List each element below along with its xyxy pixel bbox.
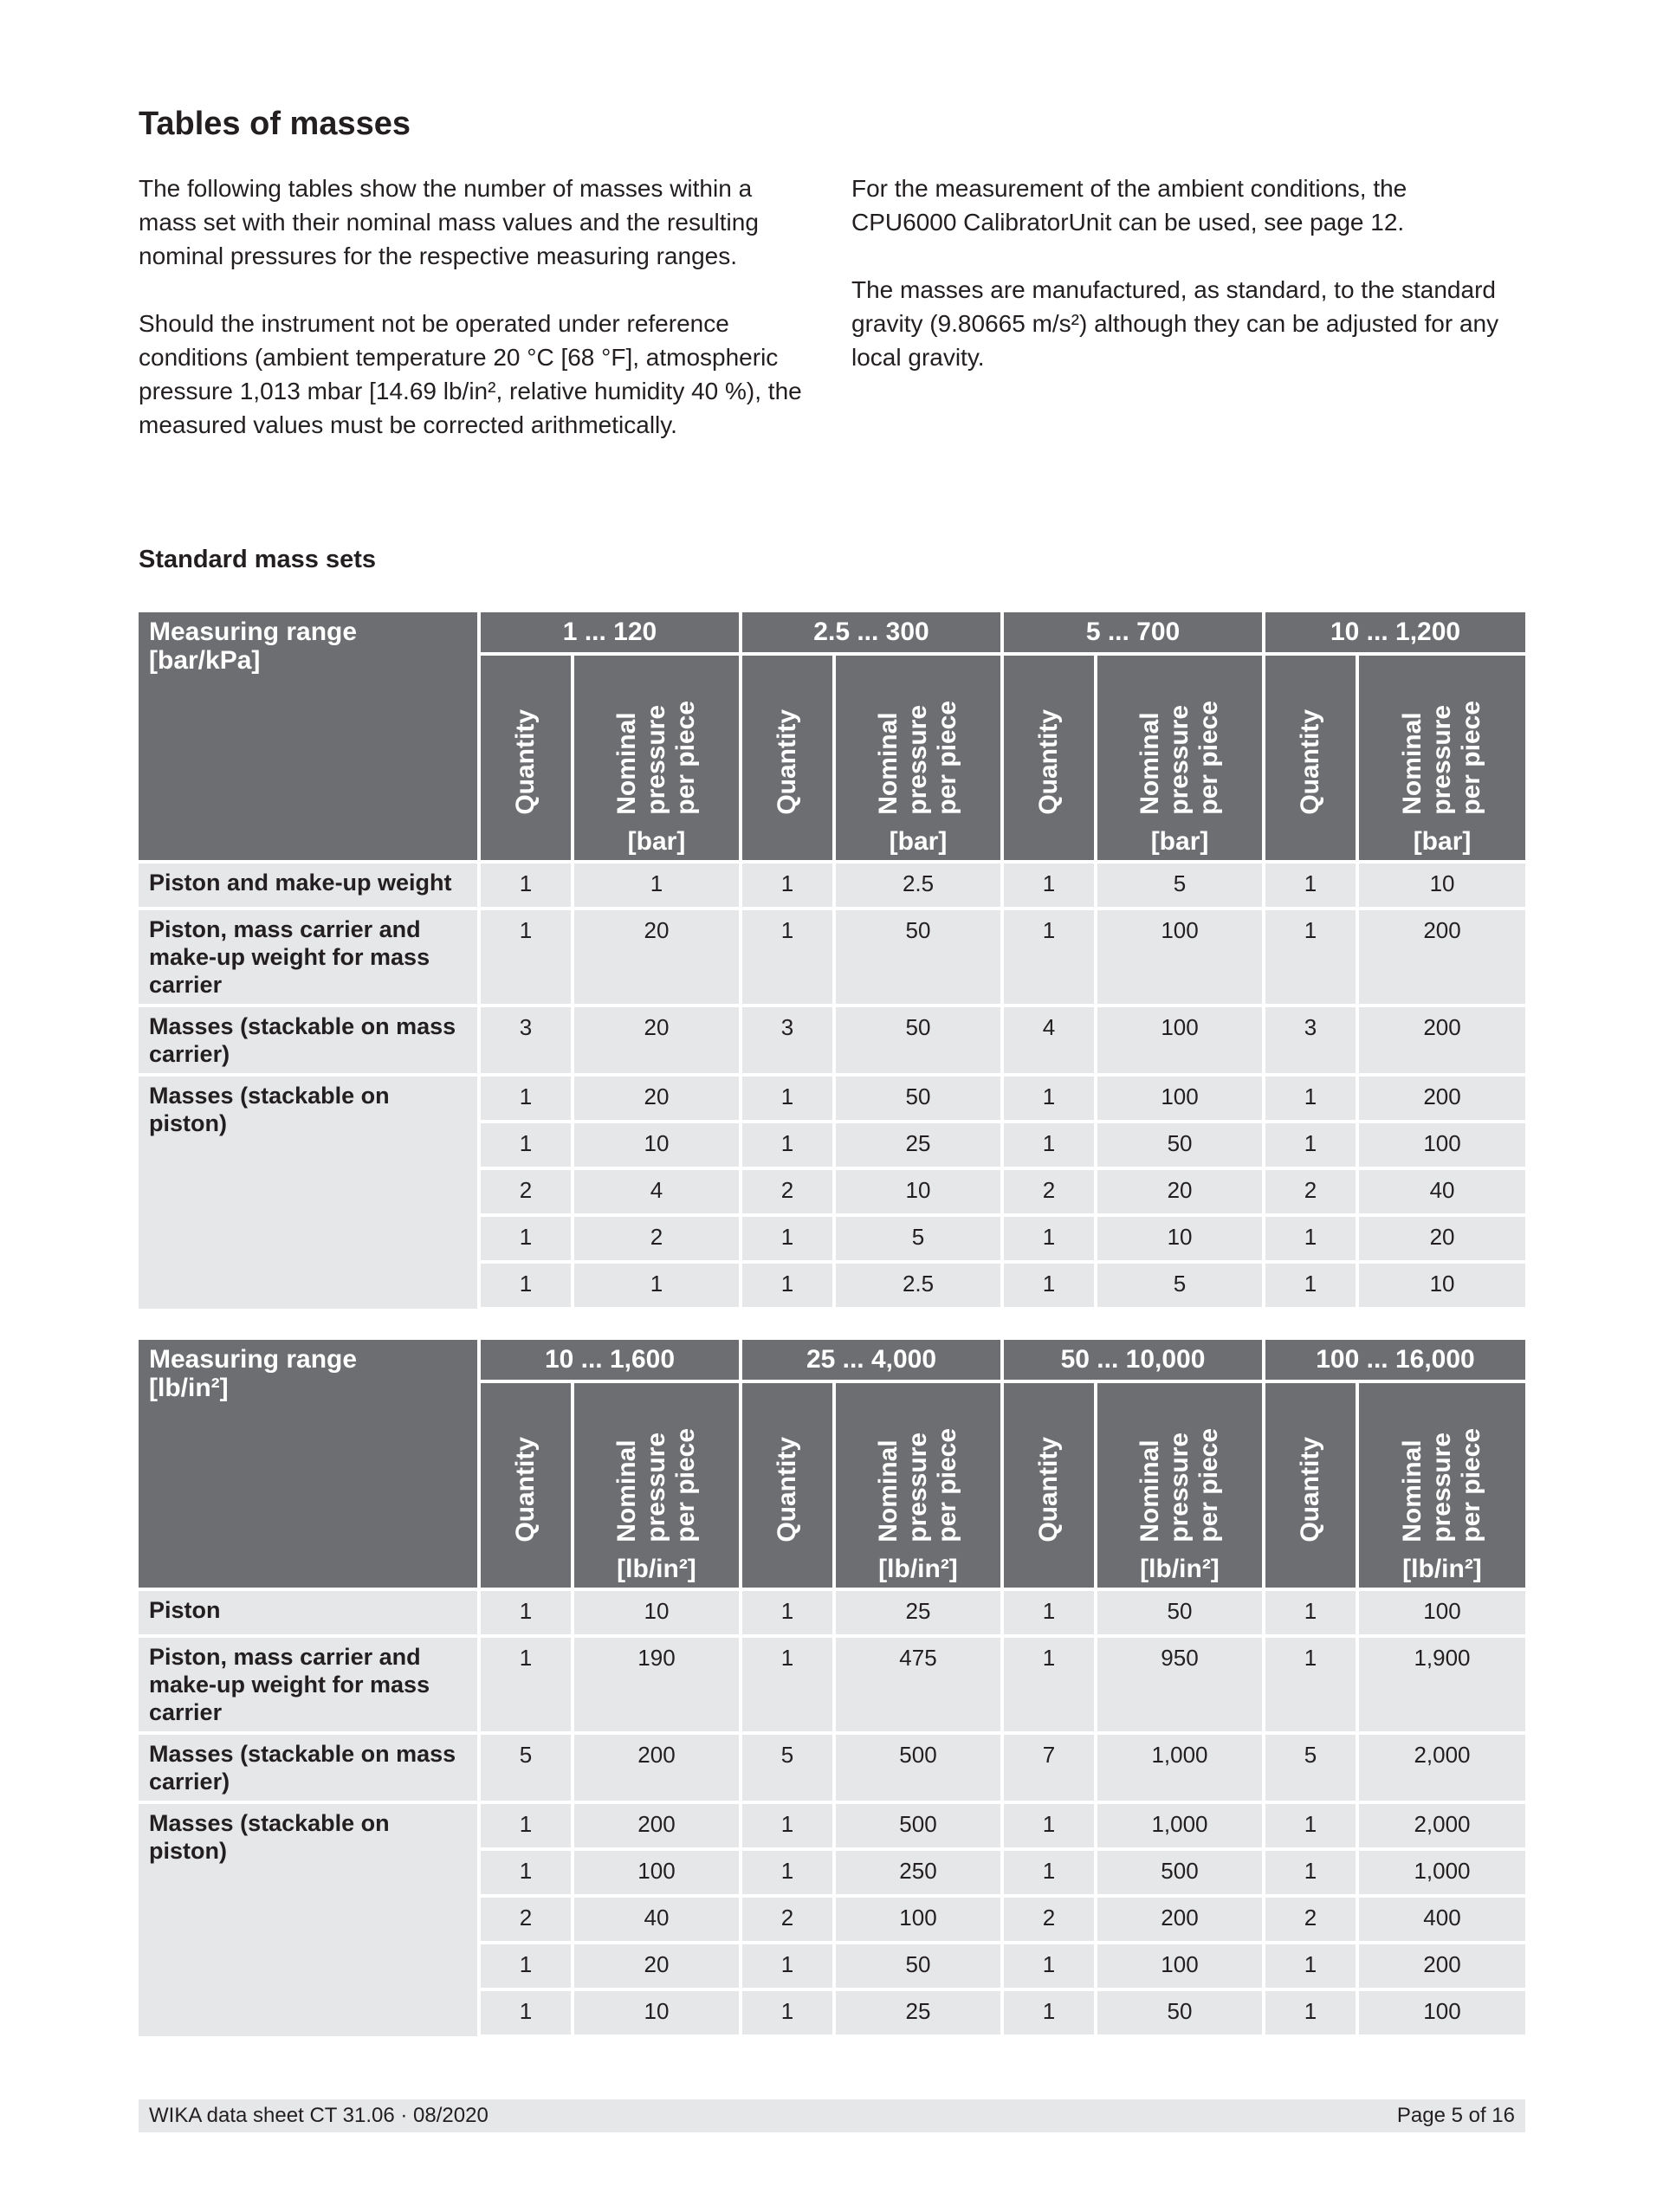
quantity-header <box>741 1381 834 1589</box>
pressure-cell: 200 <box>573 1802 741 1849</box>
nominal-pressure-label: Nominal pressure per piece <box>1398 1428 1485 1543</box>
quantity-cell: 1 <box>1002 1122 1096 1168</box>
quantity-cell: 1 <box>1002 1849 1096 1896</box>
range-header-row <box>139 1340 1525 1381</box>
pressure-cell: 50 <box>1096 1589 1264 1636</box>
quantity-cell: 1 <box>1264 1802 1357 1849</box>
quantity-cell: 1 <box>1264 1589 1357 1636</box>
pressure-cell: 100 <box>1357 1122 1525 1168</box>
quantity-label: Quantity <box>1034 709 1064 815</box>
intro-left-column <box>139 171 806 475</box>
pressure-cell: 2.5 <box>834 1262 1002 1309</box>
nominal-pressure-label: Nominal pressure per piece <box>612 701 700 815</box>
row-label: Piston <box>139 1589 479 1636</box>
range-header: 10 ... 1,600 <box>479 1340 741 1381</box>
quantity-cell: 1 <box>479 909 573 1006</box>
nominal-pressure-header <box>1357 1381 1525 1589</box>
pressure-cell: 250 <box>834 1849 1002 1896</box>
unit-label: [lb/in²] <box>878 1555 958 1583</box>
row-label: Piston, mass carrier and make-up weight for mass carrier <box>139 909 479 1006</box>
quantity-cell: 1 <box>479 862 573 909</box>
pressure-cell: 25 <box>834 1122 1002 1168</box>
pressure-cell: 100 <box>1096 1943 1264 1989</box>
table-row <box>139 862 1525 909</box>
pressure-cell: 10 <box>834 1168 1002 1215</box>
quantity-cell: 1 <box>1002 1943 1096 1989</box>
intro-paragraph-2: Should the instrument not be operated under reference conditions (ambient temperature 20 °C [68 °F], atmospheric pressure 1,013 mbar [14.69 lb/in², relative humidity 40 %), the measured values must be corrected arithmetically. <box>139 310 802 438</box>
row-label: Piston and make-up weight <box>139 862 479 909</box>
table-row <box>139 909 1525 1006</box>
pressure-cell: 20 <box>1096 1168 1264 1215</box>
row-label: Masses (stackable on piston) <box>139 1075 479 1309</box>
quantity-cell: 3 <box>741 1006 834 1075</box>
pressure-cell: 100 <box>834 1896 1002 1943</box>
nominal-pressure-label: Nominal pressure per piece <box>874 1428 961 1543</box>
nominal-pressure-header <box>834 654 1002 862</box>
quantity-cell: 7 <box>1002 1733 1096 1802</box>
page-title: Tables of masses <box>139 106 411 142</box>
page-footer <box>139 2099 1525 2132</box>
range-header: 25 ... 4,000 <box>741 1340 1002 1381</box>
mass-table-lbin <box>139 1340 1525 2038</box>
pressure-cell: 1,000 <box>1096 1733 1264 1802</box>
quantity-cell: 1 <box>1002 1589 1096 1636</box>
quantity-cell: 1 <box>741 1849 834 1896</box>
quantity-label: Quantity <box>511 709 540 815</box>
quantity-cell: 1 <box>479 1215 573 1262</box>
pressure-cell: 500 <box>834 1733 1002 1802</box>
quantity-cell: 1 <box>741 1802 834 1849</box>
quantity-label: Quantity <box>1034 1437 1063 1543</box>
quantity-cell: 2 <box>1002 1896 1096 1943</box>
pressure-cell: 5 <box>1096 862 1264 909</box>
section-title: Standard mass sets <box>139 546 377 573</box>
pressure-cell: 10 <box>1357 1262 1525 1309</box>
pressure-cell: 10 <box>1357 862 1525 909</box>
pressure-cell: 950 <box>1096 1636 1264 1733</box>
quantity-cell: 2 <box>741 1896 834 1943</box>
quantity-cell: 1 <box>1264 1849 1357 1896</box>
pressure-cell: 50 <box>834 1075 1002 1122</box>
quantity-cell: 1 <box>1264 1943 1357 1989</box>
quantity-cell: 1 <box>1002 862 1096 909</box>
intro-paragraph-4: The masses are manufactured, as standard, to the standard gravity (9.80665 m/s²) although they can be adjusted for any local gravity. <box>851 276 1499 371</box>
quantity-cell: 1 <box>479 1075 573 1122</box>
pressure-cell: 2,000 <box>1357 1733 1525 1802</box>
row-label: Masses (stackable on mass carrier) <box>139 1006 479 1075</box>
quantity-cell: 5 <box>741 1733 834 1802</box>
pressure-cell: 50 <box>1096 1122 1264 1168</box>
pressure-cell: 20 <box>573 1006 741 1075</box>
nominal-pressure-header <box>1357 654 1525 862</box>
quantity-cell: 1 <box>1002 1262 1096 1309</box>
pressure-cell: 200 <box>1357 1943 1525 1989</box>
pressure-cell: 100 <box>573 1849 741 1896</box>
footer-page-number: Page 5 of 16 <box>1396 2104 1515 2127</box>
range-header-row <box>139 612 1525 654</box>
measuring-range-label: Measuring range [bar/kPa] <box>139 612 479 862</box>
quantity-cell: 2 <box>479 1168 573 1215</box>
quantity-cell: 1 <box>479 1943 573 1989</box>
quantity-cell: 2 <box>1002 1168 1096 1215</box>
pressure-cell: 50 <box>834 909 1002 1006</box>
pressure-cell: 400 <box>1357 1896 1525 1943</box>
quantity-cell: 5 <box>1264 1733 1357 1802</box>
nominal-pressure-header <box>573 654 741 862</box>
pressure-cell: 100 <box>1096 1075 1264 1122</box>
pressure-cell: 1 <box>573 862 741 909</box>
quantity-cell: 1 <box>1002 1215 1096 1262</box>
pressure-cell: 200 <box>1357 1006 1525 1075</box>
pressure-cell: 10 <box>1096 1215 1264 1262</box>
nominal-pressure-label: Nominal pressure per piece <box>1136 1428 1223 1543</box>
pressure-cell: 190 <box>573 1636 741 1733</box>
unit-label: [lb/in²] <box>1140 1555 1220 1583</box>
pressure-cell: 100 <box>1096 1006 1264 1075</box>
unit-label: [bar] <box>627 827 686 856</box>
quantity-cell: 1 <box>1264 1636 1357 1733</box>
pressure-cell: 40 <box>573 1896 741 1943</box>
table-row <box>139 1075 1525 1122</box>
intro-paragraph-1: The following tables show the number of masses within a mass set with their nominal mass values and the resulting nominal pressures for the respective measuring ranges. <box>139 175 759 269</box>
quantity-label: Quantity <box>773 709 802 815</box>
quantity-header <box>1264 1381 1357 1589</box>
quantity-cell: 1 <box>479 1849 573 1896</box>
quantity-cell: 1 <box>479 1636 573 1733</box>
quantity-cell: 1 <box>741 1122 834 1168</box>
quantity-cell: 1 <box>1264 1122 1357 1168</box>
row-label: Piston, mass carrier and make-up weight for mass carrier <box>139 1636 479 1733</box>
quantity-header <box>479 1381 573 1589</box>
unit-label: [bar] <box>889 827 948 856</box>
measuring-range-label: Measuring range [lb/in²] <box>139 1340 479 1589</box>
nominal-pressure-header <box>573 1381 741 1589</box>
range-header: 5 ... 700 <box>1002 612 1264 654</box>
quantity-cell: 1 <box>1002 909 1096 1006</box>
quantity-cell: 1 <box>1002 1075 1096 1122</box>
quantity-cell: 1 <box>741 1262 834 1309</box>
row-label: Masses (stackable on piston) <box>139 1802 479 2036</box>
quantity-label: Quantity <box>1296 1437 1324 1543</box>
pressure-cell: 500 <box>834 1802 1002 1849</box>
quantity-cell: 1 <box>1264 1989 1357 2036</box>
quantity-cell: 1 <box>741 1589 834 1636</box>
pressure-cell: 5 <box>834 1215 1002 1262</box>
nominal-pressure-label: Nominal pressure per piece <box>1398 701 1486 815</box>
intro-paragraph-3: For the measurement of the ambient conditions, the CPU6000 CalibratorUnit can be used, see page 12. <box>851 175 1407 236</box>
footer-datasheet: WIKA data sheet CT 31.06 · 08/2020 <box>149 2104 489 2127</box>
nominal-pressure-header <box>1096 654 1264 862</box>
unit-label: [lb/in²] <box>617 1555 696 1583</box>
pressure-cell: 50 <box>834 1943 1002 1989</box>
quantity-cell: 1 <box>1264 1215 1357 1262</box>
quantity-cell: 1 <box>741 909 834 1006</box>
quantity-cell: 3 <box>1264 1006 1357 1075</box>
quantity-cell: 1 <box>741 1215 834 1262</box>
pressure-cell: 25 <box>834 1589 1002 1636</box>
pressure-cell: 20 <box>573 1943 741 1989</box>
table-row <box>139 1589 1525 1636</box>
pressure-cell: 20 <box>1357 1215 1525 1262</box>
quantity-cell: 2 <box>1264 1896 1357 1943</box>
pressure-cell: 475 <box>834 1636 1002 1733</box>
quantity-header <box>479 654 573 862</box>
quantity-cell: 1 <box>1264 1262 1357 1309</box>
nominal-pressure-header <box>834 1381 1002 1589</box>
quantity-header <box>1002 1381 1096 1589</box>
quantity-cell: 1 <box>741 1636 834 1733</box>
quantity-cell: 1 <box>479 1262 573 1309</box>
unit-label: [lb/in²] <box>1402 1555 1482 1583</box>
table-row <box>139 1802 1525 1849</box>
quantity-cell: 1 <box>1002 1802 1096 1849</box>
quantity-cell: 1 <box>741 862 834 909</box>
quantity-cell: 1 <box>1002 1989 1096 2036</box>
pressure-cell: 1 <box>573 1262 741 1309</box>
pressure-cell: 200 <box>573 1733 741 1802</box>
quantity-cell: 1 <box>479 1122 573 1168</box>
pressure-cell: 200 <box>1357 1075 1525 1122</box>
quantity-header <box>1002 654 1096 862</box>
pressure-cell: 1,000 <box>1096 1802 1264 1849</box>
pressure-cell: 4 <box>573 1168 741 1215</box>
quantity-label: Quantity <box>1296 709 1325 815</box>
quantity-cell: 2 <box>741 1168 834 1215</box>
nominal-pressure-header <box>1096 1381 1264 1589</box>
pressure-cell: 5 <box>1096 1262 1264 1309</box>
quantity-cell: 1 <box>479 1989 573 2036</box>
quantity-cell: 4 <box>1002 1006 1096 1075</box>
quantity-cell: 1 <box>1264 909 1357 1006</box>
nominal-pressure-label: Nominal pressure per piece <box>874 701 962 815</box>
quantity-cell: 1 <box>1264 1075 1357 1122</box>
quantity-cell: 3 <box>479 1006 573 1075</box>
pressure-cell: 2.5 <box>834 862 1002 909</box>
quantity-label: Quantity <box>773 1437 801 1543</box>
pressure-cell: 40 <box>1357 1168 1525 1215</box>
pressure-cell: 50 <box>1096 1989 1264 2036</box>
quantity-cell: 5 <box>479 1733 573 1802</box>
pressure-cell: 20 <box>573 1075 741 1122</box>
range-header: 2.5 ... 300 <box>741 612 1002 654</box>
quantity-header <box>1264 654 1357 862</box>
quantity-cell: 2 <box>479 1896 573 1943</box>
pressure-cell: 10 <box>573 1989 741 2036</box>
pressure-cell: 2,000 <box>1357 1802 1525 1849</box>
row-label: Masses (stackable on mass carrier) <box>139 1733 479 1802</box>
table-row <box>139 1733 1525 1802</box>
pressure-cell: 200 <box>1357 909 1525 1006</box>
pressure-cell: 2 <box>573 1215 741 1262</box>
intro-right-column <box>851 171 1518 408</box>
quantity-label: Quantity <box>511 1437 540 1543</box>
pressure-cell: 100 <box>1096 909 1264 1006</box>
pressure-cell: 1,000 <box>1357 1849 1525 1896</box>
quantity-header <box>741 654 834 862</box>
quantity-cell: 1 <box>479 1589 573 1636</box>
pressure-cell: 25 <box>834 1989 1002 2036</box>
quantity-cell: 1 <box>1264 862 1357 909</box>
quantity-cell: 1 <box>741 1989 834 2036</box>
unit-label: [bar] <box>1413 827 1472 856</box>
nominal-pressure-label: Nominal pressure per piece <box>1136 701 1224 815</box>
quantity-cell: 2 <box>1264 1168 1357 1215</box>
pressure-cell: 10 <box>573 1122 741 1168</box>
pressure-cell: 100 <box>1357 1589 1525 1636</box>
mass-table-bar <box>139 612 1525 1310</box>
range-header: 100 ... 16,000 <box>1264 1340 1525 1381</box>
pressure-cell: 200 <box>1096 1896 1264 1943</box>
pressure-cell: 500 <box>1096 1849 1264 1896</box>
quantity-cell: 1 <box>1002 1636 1096 1733</box>
table-row <box>139 1006 1525 1075</box>
pressure-cell: 1,900 <box>1357 1636 1525 1733</box>
range-header: 50 ... 10,000 <box>1002 1340 1264 1381</box>
pressure-cell: 20 <box>573 909 741 1006</box>
quantity-cell: 1 <box>741 1943 834 1989</box>
nominal-pressure-label: Nominal pressure per piece <box>612 1428 700 1543</box>
range-header: 1 ... 120 <box>479 612 741 654</box>
pressure-cell: 50 <box>834 1006 1002 1075</box>
pressure-cell: 100 <box>1357 1989 1525 2036</box>
pressure-cell: 10 <box>573 1589 741 1636</box>
table-row <box>139 1636 1525 1733</box>
quantity-cell: 1 <box>741 1075 834 1122</box>
quantity-cell: 1 <box>479 1802 573 1849</box>
unit-label: [bar] <box>1150 827 1209 856</box>
range-header: 10 ... 1,200 <box>1264 612 1525 654</box>
